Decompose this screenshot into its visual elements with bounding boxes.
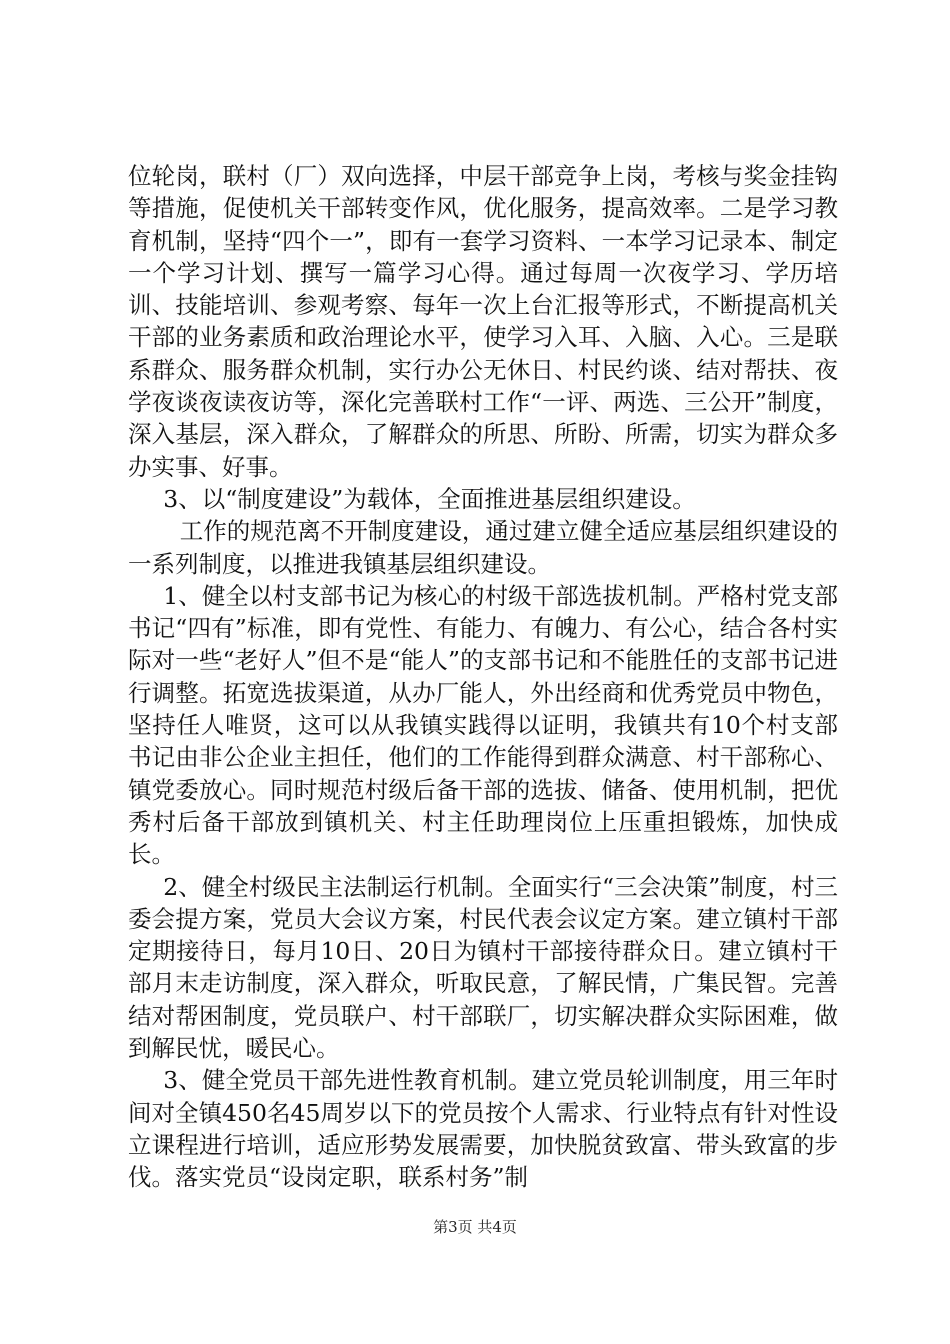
paragraph-2-heading: 3、以“制度建设”为载体，全面推进基层组织建设。	[163, 484, 696, 513]
body-text	[128, 160, 838, 1194]
paragraph-5: 2、健全村级民主法制运行机制。全面实行“三会决策”制度，村三委会提方案，党员大会议方案，村民代表会议定方案。建立镇村干部定期接待日，每月10日、20日为镇村干部接待群众日。建立镇村干部月末走访制度，深入群众，听取民意，了解民情，广集民智。完善结对帮困制度，党员联户、村干部联厂，切实解决群众实际困难，做到解民忧，暖民心。	[128, 872, 838, 1063]
page-footer: 第3页 共4页	[433, 1218, 517, 1236]
paragraph-4: 1、健全以村支部书记为核心的村级干部选拔机制。严格村党支部书记“四有”标准，即有党性、有能力、有魄力、有公心，结合各村实际对一些“老好人”但不是“能人”的支部书记和不能胜任的支部书记进行调整。拓宽选拔渠道，从办厂能人，外出经商和优秀党员中物色，坚持任人唯贤，这可以从我镇实践得以证明，我镇共有10个村支部书记由非公企业主担任，他们的工作能得到群众满意、村干部称心、镇党委放心。同时规范村级后备干部的选拔、储备、使用机制，把优秀村后备干部放到镇机关、村主任助理岗位上压重担锻炼，加快成长。	[128, 581, 838, 869]
paragraph-3: 工作的规范离不开制度建设，通过建立健全适应基层组织建设的一系列制度，以推进我镇基层组织建设。	[128, 517, 838, 578]
paragraph-1: 位轮岗，联村（厂）双向选择，中层干部竞争上岗，考核与奖金挂钩等措施，促使机关干部转变作风，优化服务，提高效率。二是学习教育机制，坚持“四个一”，即有一套学习资料、一本学习记录本、制定一个学习计划、撰写一篇学习心得。通过每周一次夜学习、学历培训、技能培训、参观考察、每年一次上台汇报等形式，不断提高机关干部的业务素质和政治理论水平，使学习入耳、入脑、入心。三是联系群众、服务群众机制，实行办公无休日、村民约谈、结对帮扶、夜学夜谈夜读夜访等，深化完善联村工作“一评、两选、三公开”制度，深入基层，深入群众，了解群众的所思、所盼、所需，切实为群众多办实事、好事。	[128, 162, 838, 481]
paragraph-6: 3、健全党员干部先进性教育机制。建立党员轮训制度，用三年时间对全镇450名45周岁以下的党员按个人需求、行业特点有针对性设立课程进行培训，适应形势发展需要，加快脱贫致富、带头致富的步伐。落实党员“设岗定职，联系村务”制	[128, 1066, 838, 1192]
